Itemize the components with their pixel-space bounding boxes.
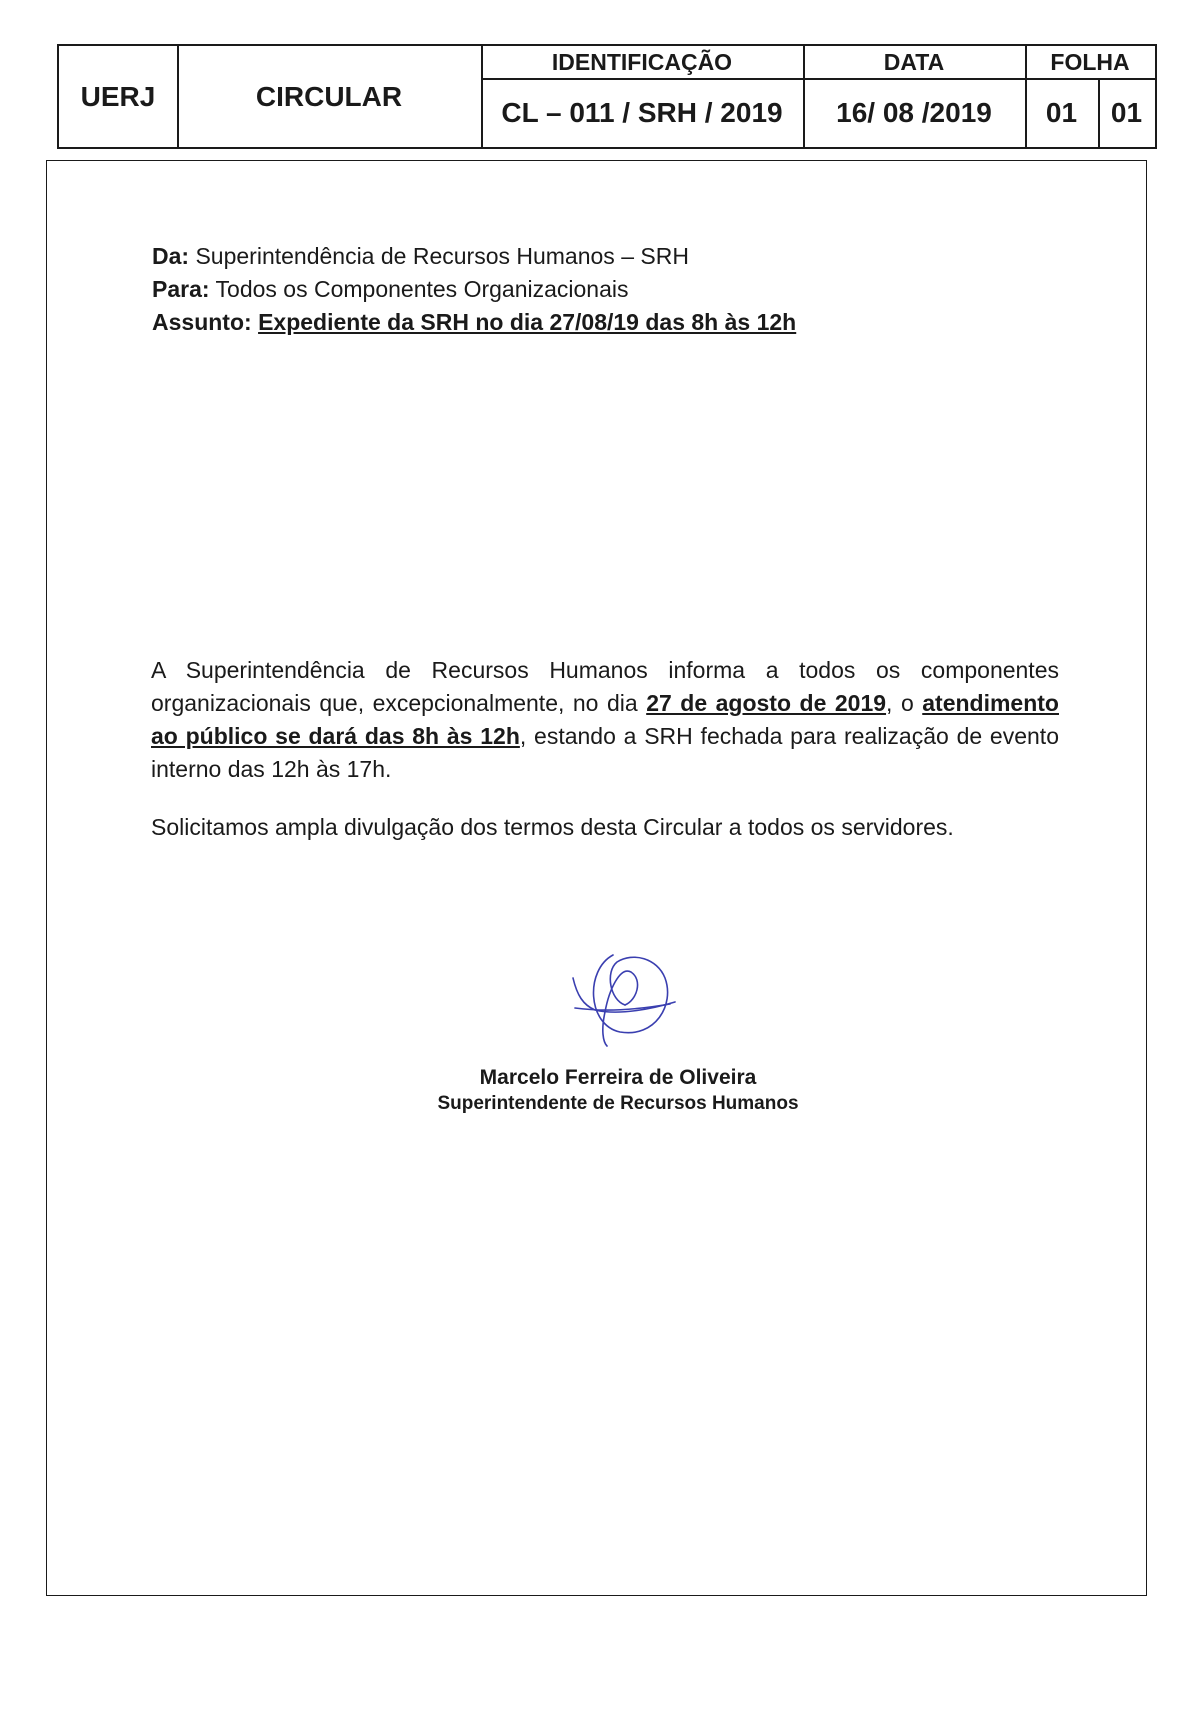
identification-value: CL – 011 / SRH / 2019 bbox=[501, 96, 783, 128]
header-table bbox=[57, 44, 1157, 149]
signature-image bbox=[565, 950, 685, 1050]
p1-text: , estando a SRH fechada para realização de evento interno das 12h às 17h. bbox=[151, 723, 1059, 782]
p1-date-emphasis: 27 de agosto de 2019 bbox=[646, 690, 887, 716]
identification-label: IDENTIFICAÇÃO bbox=[551, 48, 733, 75]
signatory-title: Superintendente de Recursos Humanos bbox=[437, 1093, 799, 1114]
document-type: CIRCULAR bbox=[255, 80, 403, 112]
to-label: Para: bbox=[152, 276, 210, 302]
from-line bbox=[152, 240, 796, 273]
date-label: DATA bbox=[883, 48, 945, 75]
subject-value: Expediente da SRH no dia 27/08/19 das 8h às 12h bbox=[258, 309, 797, 335]
sheet-current: 01 bbox=[1045, 96, 1078, 128]
sheet-label: FOLHA bbox=[1050, 48, 1130, 75]
body-paragraph-2: Solicitamos ampla divulgação dos termos desta Circular a todos os servidores. bbox=[151, 814, 954, 840]
p1-text: , o bbox=[886, 690, 923, 716]
sheet-total: 01 bbox=[1110, 96, 1143, 128]
subject-line bbox=[152, 306, 796, 339]
from-value: Superintendência de Recursos Humanos – SRH bbox=[195, 243, 689, 269]
signatory-name: Marcelo Ferreira de Oliveira bbox=[479, 1066, 757, 1089]
to-value: Todos os Componentes Organizacionais bbox=[215, 276, 629, 302]
from-label: Da: bbox=[152, 243, 190, 269]
body-paragraph-1 bbox=[151, 654, 1059, 786]
p1-text: A Superintendência de Recursos Humanos informa a todos os componentes organizacionais que, excepcionalmente, no dia bbox=[151, 657, 1059, 716]
date-value: 16/ 08 /2019 bbox=[836, 96, 992, 128]
body-frame bbox=[46, 160, 1147, 1596]
to-line bbox=[152, 273, 796, 306]
p1-hours-emphasis: atendimento ao público se dará das 8h às 12h bbox=[151, 690, 1059, 749]
memo-header bbox=[152, 240, 796, 339]
subject-label: Assunto: bbox=[152, 309, 252, 335]
institution-name: UERJ bbox=[80, 80, 156, 112]
